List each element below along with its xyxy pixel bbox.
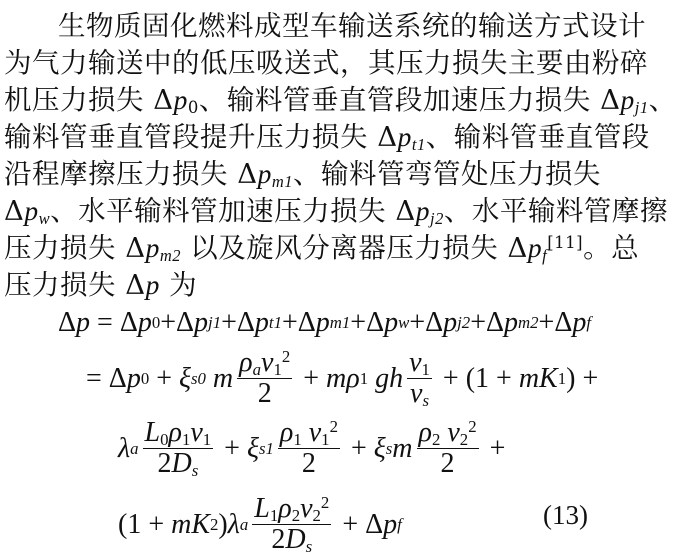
text-line-8: 压力损失 Δp 为: [4, 269, 198, 301]
text-line-1: 生物质固化燃料成型车输送系统的输送方式设计: [58, 10, 646, 42]
text-line-5: 沿程摩擦压力损失 $\Delta p_{m1}$、输料管弯管处压力损失: [4, 158, 602, 192]
text-line-6: $\Delta p_w$、水平输料管加速压力损失 $\Delta p_{j2}$、水平输料管摩擦: [4, 195, 668, 229]
fraction-v1-over-vs: $\frac{v_1}{v_s}$: [409, 347, 430, 411]
text-line-7: 压力损失 $\Delta p_{m2}$ 以及旋风分离器压力损失 $\Delta p_f[11]$。总: [4, 232, 640, 266]
citation-ref: [11]: [547, 232, 584, 252]
equation-line-3: λ a $\frac{L_0\rho_1v_1}{2D_s}$ + ξ s1 $\frac{\rho_1 v_1^2}{2}$ + ξ s m $\frac{\rho_2 v_2^2}{2}$ +: [118, 416, 506, 481]
fraction-L1-rho2-v2sq: $\frac{L_1\rho_2v_2^2}{2D_s}$: [254, 492, 330, 556]
fraction-rho2-v2sq: $\frac{\rho_2 v_2^2}{2}$: [418, 416, 477, 479]
fraction-rho1-v1sq: $\frac{\rho_1 v_1^2}{2}$: [279, 416, 338, 479]
equation-line-4: (1 + mK 2 ) λ a $\frac{L_1\rho_2v_2^2}{2D_s}$ + Δ p f: [118, 492, 402, 556]
equation-line-2: = Δ p 0 + ξ s0 m $\frac{\rho_av_1^2}{2}$ + m ρ 1 gh $\frac{v_1}{v_s}$ + (1 + mK 1 ) +: [86, 346, 599, 411]
equation-number: (13): [543, 500, 588, 530]
text-line-2: 为气力输送中的低压吸送式，其压力损失主要由粉碎: [4, 47, 648, 79]
text-line-4: 输料管垂直管段提升压力损失 $\Delta p_{t1}$、输料管垂直管段: [4, 121, 650, 155]
equation-line-1: Δ p = Δ p 0 + Δ p j1 + Δ p t1 + Δ p m1 + Δ p w + Δ p j2 + Δ p m2 + Δ p f: [58, 307, 591, 338]
fraction-L0-rho1-v1: $\frac{L_0\rho_1v_1}{2D_s}$: [144, 417, 212, 481]
text-line-3: 机压力损失 $\Delta p_0$、输料管垂直管段加速压力损失 $\Delta p_{j1}$、: [4, 84, 677, 118]
fraction-rho-v1sq-over-2: $\frac{\rho_av_1^2}{2}$: [239, 346, 291, 409]
